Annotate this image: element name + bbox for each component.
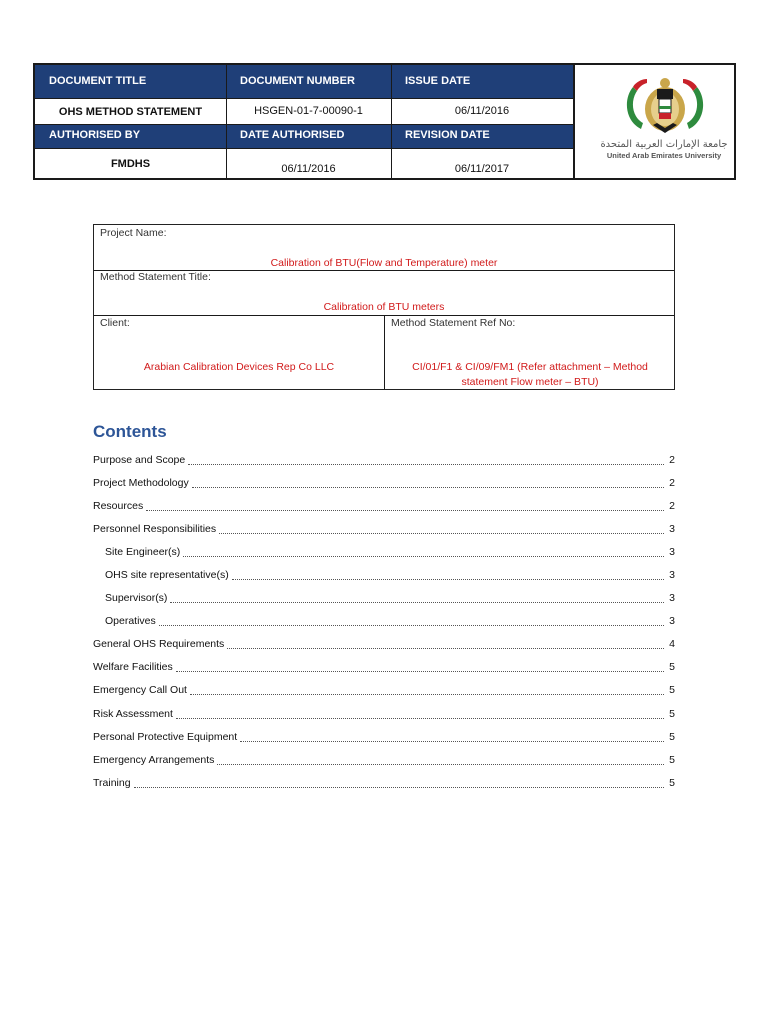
grid-line [35,148,573,149]
ms-ref-label: Method Statement Ref No: [391,317,516,329]
toc-dot-leader [134,778,664,788]
toc-entry-page: 5 [669,707,675,720]
toc-dot-leader [190,685,664,695]
toc-entry-title: Emergency Arrangements [93,753,215,766]
grid-line [384,315,385,389]
doc-number-value: HSGEN-01-7-00090-1 [226,98,391,124]
toc-entry-page: 4 [669,638,675,651]
toc-entry-title: Welfare Facilities [93,661,173,674]
toc-entry-page: 3 [669,545,675,558]
toc-entry-page: 3 [669,592,675,605]
ms-ref-value-line2: statement Flow meter – BTU) [461,376,599,388]
toc-entry[interactable] [93,517,675,540]
ms-ref-value-line1: CI/01/F1 & CI/09/FM1 (Refer attachment – Method [412,361,648,373]
toc-dot-leader [240,732,664,742]
toc-entry-title: Purpose and Scope [93,453,186,466]
toc-dot-leader [170,593,664,603]
toc-entry-title: Personnel Responsibilities [93,522,217,535]
toc-entry-title: Site Engineer(s) [105,545,181,558]
toc-entry-title: Supervisor(s) [105,592,168,605]
toc-entry[interactable] [93,471,675,494]
date-authorised-label: DATE AUTHORISED [226,124,391,148]
toc-dot-leader [217,755,664,765]
project-name-label: Project Name: [100,227,167,239]
toc-entry-page: 5 [669,776,675,789]
toc-entry-page: 3 [669,522,675,535]
document-header-table [33,63,736,180]
toc-entry[interactable] [93,656,675,679]
grid-line [391,65,392,178]
toc-entry[interactable] [93,563,675,586]
toc-entry[interactable] [93,448,675,471]
toc-entry[interactable] [93,494,675,517]
toc-entry[interactable] [93,748,675,771]
toc-entry-title: Resources [93,499,144,512]
toc-entry-title: Project Methodology [93,476,189,489]
toc-dot-leader [159,616,664,626]
uaeu-emblem-icon [575,65,736,139]
toc-entry-page: 5 [669,753,675,766]
revision-date-value: 06/11/2017 [391,148,573,178]
toc-entry[interactable] [93,725,675,748]
grid-line [35,98,573,99]
toc-entry-page: 5 [669,661,675,674]
authorised-by-value: FMDHS [35,148,226,178]
client-value: Arabian Calibration Devices Rep Co LLC [143,361,335,373]
date-authorised-value: 06/11/2016 [226,148,391,178]
doc-title-value: OHS METHOD STATEMENT [35,98,226,124]
revision-date-label: REVISION DATE [391,124,573,148]
doc-title-label: DOCUMENT TITLE [35,65,226,98]
university-name-english: United Arab Emirates University [606,151,722,160]
toc-entry-page: 5 [669,730,675,743]
toc-entry-page: 2 [669,499,675,512]
toc-dot-leader [188,455,664,465]
table-of-contents [93,448,675,794]
toc-entry[interactable] [93,610,675,633]
toc-entry-title: General OHS Requirements [93,638,225,651]
project-name-value: Calibration of BTU(Flow and Temperature) meter [270,257,498,269]
toc-entry-title: OHS site representative(s) [105,569,229,582]
toc-entry-page: 3 [669,569,675,582]
toc-entry-title: Risk Assessment [93,707,173,720]
toc-entry-title: Operatives [105,615,156,628]
toc-entry-page: 5 [669,684,675,697]
toc-entry-page: 2 [669,476,675,489]
doc-number-label: DOCUMENT NUMBER [226,65,391,98]
toc-dot-leader [219,524,664,534]
toc-entry[interactable] [93,540,675,563]
toc-entry[interactable] [93,771,675,794]
toc-entry[interactable] [93,679,675,702]
toc-dot-leader [232,570,664,580]
toc-entry[interactable] [93,587,675,610]
issue-date-value: 06/11/2016 [391,98,573,124]
university-name-arabic: جامعة الإمارات العربية المتحدة [600,139,728,150]
toc-dot-leader [183,547,664,557]
toc-entry-title: Training [93,776,131,789]
toc-dot-leader [192,478,664,488]
toc-dot-leader [227,639,664,649]
client-label: Client: [100,317,130,329]
toc-entry-title: Emergency Call Out [93,684,187,697]
toc-dot-leader [176,662,664,672]
university-logo [575,65,736,178]
toc-dot-leader [176,709,664,719]
ms-title-label: Method Statement Title: [100,271,211,283]
ms-title-value: Calibration of BTU meters [323,301,445,313]
toc-entry-title: Personal Protective Equipment [93,730,238,743]
toc-entry[interactable] [93,702,675,725]
contents-heading: Contents [93,422,167,441]
project-info-table [93,224,675,390]
grid-line [226,65,227,178]
toc-entry-page: 2 [669,453,675,466]
toc-entry[interactable] [93,633,675,656]
toc-entry-page: 3 [669,615,675,628]
authorised-by-label: AUTHORISED BY [35,124,226,148]
issue-date-label: ISSUE DATE [391,65,573,98]
toc-dot-leader [146,501,664,511]
grid-line [35,124,573,125]
